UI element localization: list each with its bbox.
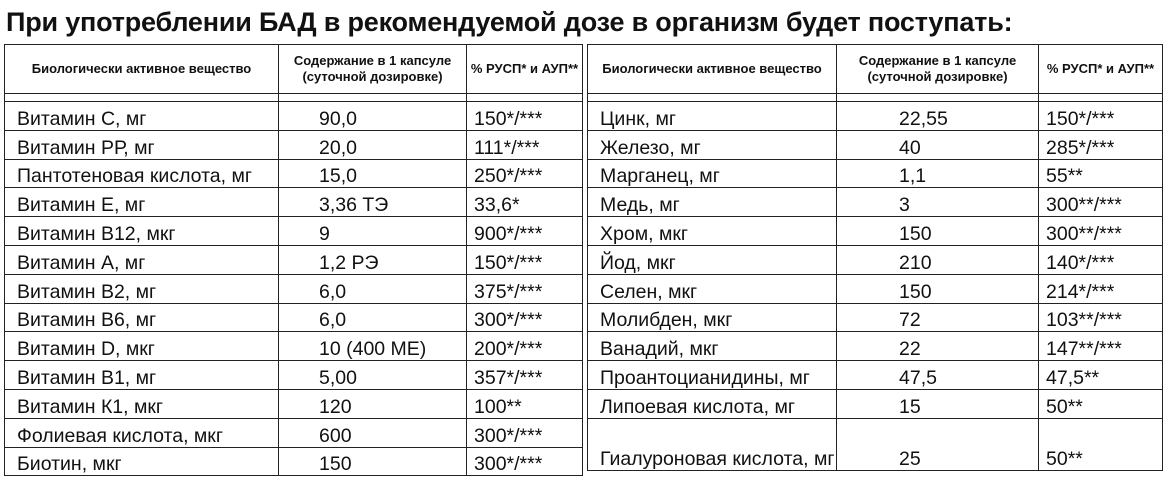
content-value: 5,00 [279,361,467,390]
content-value: 90,0 [279,102,467,131]
substance-name: Пантотеновая кислота, мг [5,159,279,188]
percent-value: 33,6* [467,188,583,217]
percent-value: 140*/*** [1039,245,1163,274]
table-row [5,274,583,303]
table-row [588,188,1163,217]
content-value: 150 [279,447,467,476]
substance-name: Витамин С, мг [5,102,279,131]
substance-name: Хром, мкг [588,217,837,246]
substance-name: Проантоцианидины, мг [588,361,837,390]
substance-name: Марганец, мг [588,159,837,188]
table-row [588,332,1163,361]
percent-value: 300*/*** [467,303,583,332]
content-value: 1,2 РЭ [279,245,467,274]
content-value: 3,36 ТЭ [279,188,467,217]
substance-name: Витамин А, мг [5,245,279,274]
content-value: 9 [279,217,467,246]
table-row [5,217,583,246]
percent-value: 375*/*** [467,274,583,303]
content-value: 150 [837,274,1039,303]
table-row [5,389,583,418]
content-value: 6,0 [279,303,467,332]
substance-name: Витамин В2, мг [5,274,279,303]
percent-value: 103**/*** [1039,303,1163,332]
percent-value: 147**/*** [1039,332,1163,361]
table-row [588,274,1163,303]
percent-value: 50** [1039,389,1163,418]
substance-name: Гиалуроновая кислота, мг [588,418,837,470]
table-row [5,159,583,188]
substance-name: Биотин, мкг [5,447,279,476]
table-row [588,102,1163,131]
percent-value: 150*/*** [1039,102,1163,131]
table-row [5,361,583,390]
percent-value: 300**/*** [1039,217,1163,246]
header-percent: % РУСП* и АУП** [467,45,583,94]
percent-value: 250*/*** [467,159,583,188]
substance-name: Йод, мкг [588,245,837,274]
substance-name: Селен, мкг [588,274,837,303]
table-row [588,389,1163,418]
right-nutrient-table [587,44,1163,471]
content-value: 15,0 [279,159,467,188]
spacer-row [588,94,1163,102]
header-percent: % РУСП* и АУП** [1039,45,1163,94]
substance-name: Витамин В6, мг [5,303,279,332]
left-nutrient-table [4,44,583,476]
content-value: 22 [837,332,1039,361]
substance-name: Витамин D, мкг [5,332,279,361]
header-content: Содержание в 1 капсуле (суточной дозировке) [279,45,467,94]
table-row [588,130,1163,159]
percent-value: 214*/*** [1039,274,1163,303]
percent-value: 111*/*** [467,130,583,159]
substance-name: Витамин В12, мкг [5,217,279,246]
content-value: 1,1 [837,159,1039,188]
table-header-row [588,45,1163,94]
substance-name: Витамин РР, мг [5,130,279,159]
substance-name: Ванадий, мкг [588,332,837,361]
content-value: 150 [837,217,1039,246]
content-value: 6,0 [279,274,467,303]
header-content: Содержание в 1 капсуле (суточной дозировке) [837,45,1039,94]
percent-value: 100** [467,389,583,418]
table-row [5,418,583,447]
substance-name: Медь, мг [588,188,837,217]
content-value: 22,55 [837,102,1039,131]
percent-value: 55** [1039,159,1163,188]
percent-value: 357*/*** [467,361,583,390]
percent-value: 300*/*** [467,447,583,476]
substance-name: Липоевая кислота, мг [588,389,837,418]
substance-name: Витамин К1, мкг [5,389,279,418]
substance-name: Фолиевая кислота, мкг [5,418,279,447]
content-value: 72 [837,303,1039,332]
substance-name: Железо, мг [588,130,837,159]
content-value: 15 [837,389,1039,418]
table-row [588,303,1163,332]
content-value: 47,5 [837,361,1039,390]
table-row [588,361,1163,390]
content-value: 600 [279,418,467,447]
substance-name: Витамин Е, мг [5,188,279,217]
table-row [5,447,583,476]
table-row [588,159,1163,188]
table-row [588,418,1163,470]
table-row [588,245,1163,274]
table-row [5,102,583,131]
percent-value: 47,5** [1039,361,1163,390]
percent-value: 285*/*** [1039,130,1163,159]
spacer-row [5,94,583,102]
substance-name: Витамин В1, мг [5,361,279,390]
header-substance: Биологически активное вещество [588,45,837,94]
content-value: 25 [837,418,1039,470]
content-value: 40 [837,130,1039,159]
table-row [5,188,583,217]
table-row [5,332,583,361]
content-value: 20,0 [279,130,467,159]
table-row [588,217,1163,246]
percent-value: 200*/*** [467,332,583,361]
table-header-row [5,45,583,94]
table-row [5,130,583,159]
table-row [5,245,583,274]
percent-value: 150*/*** [467,245,583,274]
header-substance: Биологически активное вещество [5,45,279,94]
table-row [5,303,583,332]
content-value: 3 [837,188,1039,217]
percent-value: 300**/*** [1039,188,1163,217]
content-value: 120 [279,389,467,418]
page-title: При употреблении БАД в рекомендуемой дозе в организм будет поступать: [6,7,1013,37]
percent-value: 50** [1039,418,1163,470]
substance-name: Молибден, мкг [588,303,837,332]
percent-value: 150*/*** [467,102,583,131]
content-value: 10 (400 МЕ) [279,332,467,361]
percent-value: 900*/*** [467,217,583,246]
content-value: 210 [837,245,1039,274]
percent-value: 300*/*** [467,418,583,447]
substance-name: Цинк, мг [588,102,837,131]
